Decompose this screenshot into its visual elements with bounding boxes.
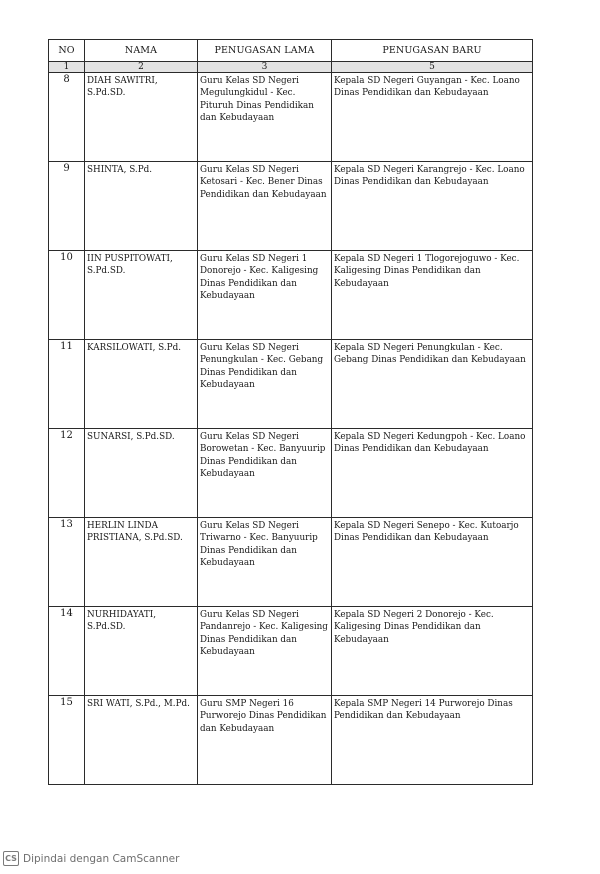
cell-no: 11 bbox=[49, 340, 85, 429]
cell-penugasan-lama: Guru Kelas SD Negeri Megulungkidul - Kec. Pituruh Dinas Pendidikan dan Kebudayaan bbox=[198, 73, 332, 162]
cell-penugasan-baru: Kepala SMP Negeri 14 Purworejo Dinas Pendidikan dan Kebudayaan bbox=[332, 696, 533, 785]
column-number-row bbox=[49, 62, 533, 73]
header-penugasan-lama: PENUGASAN LAMA bbox=[198, 40, 332, 62]
watermark-text: Dipindai dengan CamScanner bbox=[23, 852, 180, 865]
cell-no: 9 bbox=[49, 162, 85, 251]
cell-penugasan-baru: Kepala SD Negeri Senepo - Kec. Kutoarjo Dinas Pendidikan dan Kebudayaan bbox=[332, 518, 533, 607]
cell-penugasan-baru: Kepala SD Negeri Kedungpoh - Kec. Loano Dinas Pendidikan dan Kebudayaan bbox=[332, 429, 533, 518]
cell-nama: IIN PUSPITOWATI, S.Pd.SD. bbox=[85, 251, 198, 340]
cell-nama: NURHIDAYATI, S.Pd.SD. bbox=[85, 607, 198, 696]
table-row bbox=[49, 162, 533, 251]
cell-penugasan-lama: Guru Kelas SD Negeri Ketosari - Kec. Bener Dinas Pendidikan dan Kebudayaan bbox=[198, 162, 332, 251]
column-number: 2 bbox=[85, 62, 198, 73]
header-row bbox=[49, 40, 533, 62]
table-row bbox=[49, 73, 533, 162]
cell-penugasan-baru: Kepala SD Negeri Karangrejo - Kec. Loano Dinas Pendidikan dan Kebudayaan bbox=[332, 162, 533, 251]
cell-penugasan-baru: Kepala SD Negeri Guyangan - Kec. Loano Dinas Pendidikan dan Kebudayaan bbox=[332, 73, 533, 162]
cell-nama: HERLIN LINDA PRISTIANA, S.Pd.SD. bbox=[85, 518, 198, 607]
cell-penugasan-baru: Kepala SD Negeri 2 Donorejo - Kec. Kaligesing Dinas Pendidikan dan Kebudayaan bbox=[332, 607, 533, 696]
cell-nama: SUNARSI, S.Pd.SD. bbox=[85, 429, 198, 518]
camscanner-icon: CS bbox=[3, 851, 19, 866]
table-row bbox=[49, 340, 533, 429]
cell-penugasan-lama: Guru Kelas SD Negeri Pandanrejo - Kec. Kaligesing Dinas Pendidikan dan Kebudayaan bbox=[198, 607, 332, 696]
assignment-table bbox=[48, 39, 533, 785]
header-no: NO bbox=[49, 40, 85, 62]
cell-nama: DIAH SAWITRI, S.Pd.SD. bbox=[85, 73, 198, 162]
cell-penugasan-lama: Guru Kelas SD Negeri 1 Donorejo - Kec. Kaligesing Dinas Pendidikan dan Kebudayaan bbox=[198, 251, 332, 340]
cell-no: 15 bbox=[49, 696, 85, 785]
column-number: 1 bbox=[49, 62, 85, 73]
cell-no: 12 bbox=[49, 429, 85, 518]
cell-penugasan-lama: Guru Kelas SD Negeri Penungkulan - Kec. Gebang Dinas Pendidikan dan Kebudayaan bbox=[198, 340, 332, 429]
cell-no: 13 bbox=[49, 518, 85, 607]
cell-penugasan-lama: Guru SMP Negeri 16 Purworejo Dinas Pendidikan dan Kebudayaan bbox=[198, 696, 332, 785]
cell-penugasan-lama: Guru Kelas SD Negeri Triwarno - Kec. Banyuurip Dinas Pendidikan dan Kebudayaan bbox=[198, 518, 332, 607]
cell-penugasan-baru: Kepala SD Negeri Penungkulan - Kec. Gebang Dinas Pendidikan dan Kebudayaan bbox=[332, 340, 533, 429]
header-nama: NAMA bbox=[85, 40, 198, 62]
cell-nama: SRI WATI, S.Pd., M.Pd. bbox=[85, 696, 198, 785]
table-row bbox=[49, 429, 533, 518]
header-penugasan-baru: PENUGASAN BARU bbox=[332, 40, 533, 62]
table-row bbox=[49, 696, 533, 785]
table-row bbox=[49, 251, 533, 340]
scanner-watermark bbox=[3, 851, 179, 866]
cell-no: 8 bbox=[49, 73, 85, 162]
cell-nama: SHINTA, S.Pd. bbox=[85, 162, 198, 251]
cell-nama: KARSILOWATI, S.Pd. bbox=[85, 340, 198, 429]
cell-no: 10 bbox=[49, 251, 85, 340]
cell-penugasan-lama: Guru Kelas SD Negeri Borowetan - Kec. Banyuurip Dinas Pendidikan dan Kebudayaan bbox=[198, 429, 332, 518]
table-row bbox=[49, 518, 533, 607]
column-number: 5 bbox=[332, 62, 533, 73]
column-number: 3 bbox=[198, 62, 332, 73]
cell-no: 14 bbox=[49, 607, 85, 696]
table-row bbox=[49, 607, 533, 696]
cell-penugasan-baru: Kepala SD Negeri 1 Tlogorejoguwo - Kec. Kaligesing Dinas Pendidikan dan Kebudayaan bbox=[332, 251, 533, 340]
